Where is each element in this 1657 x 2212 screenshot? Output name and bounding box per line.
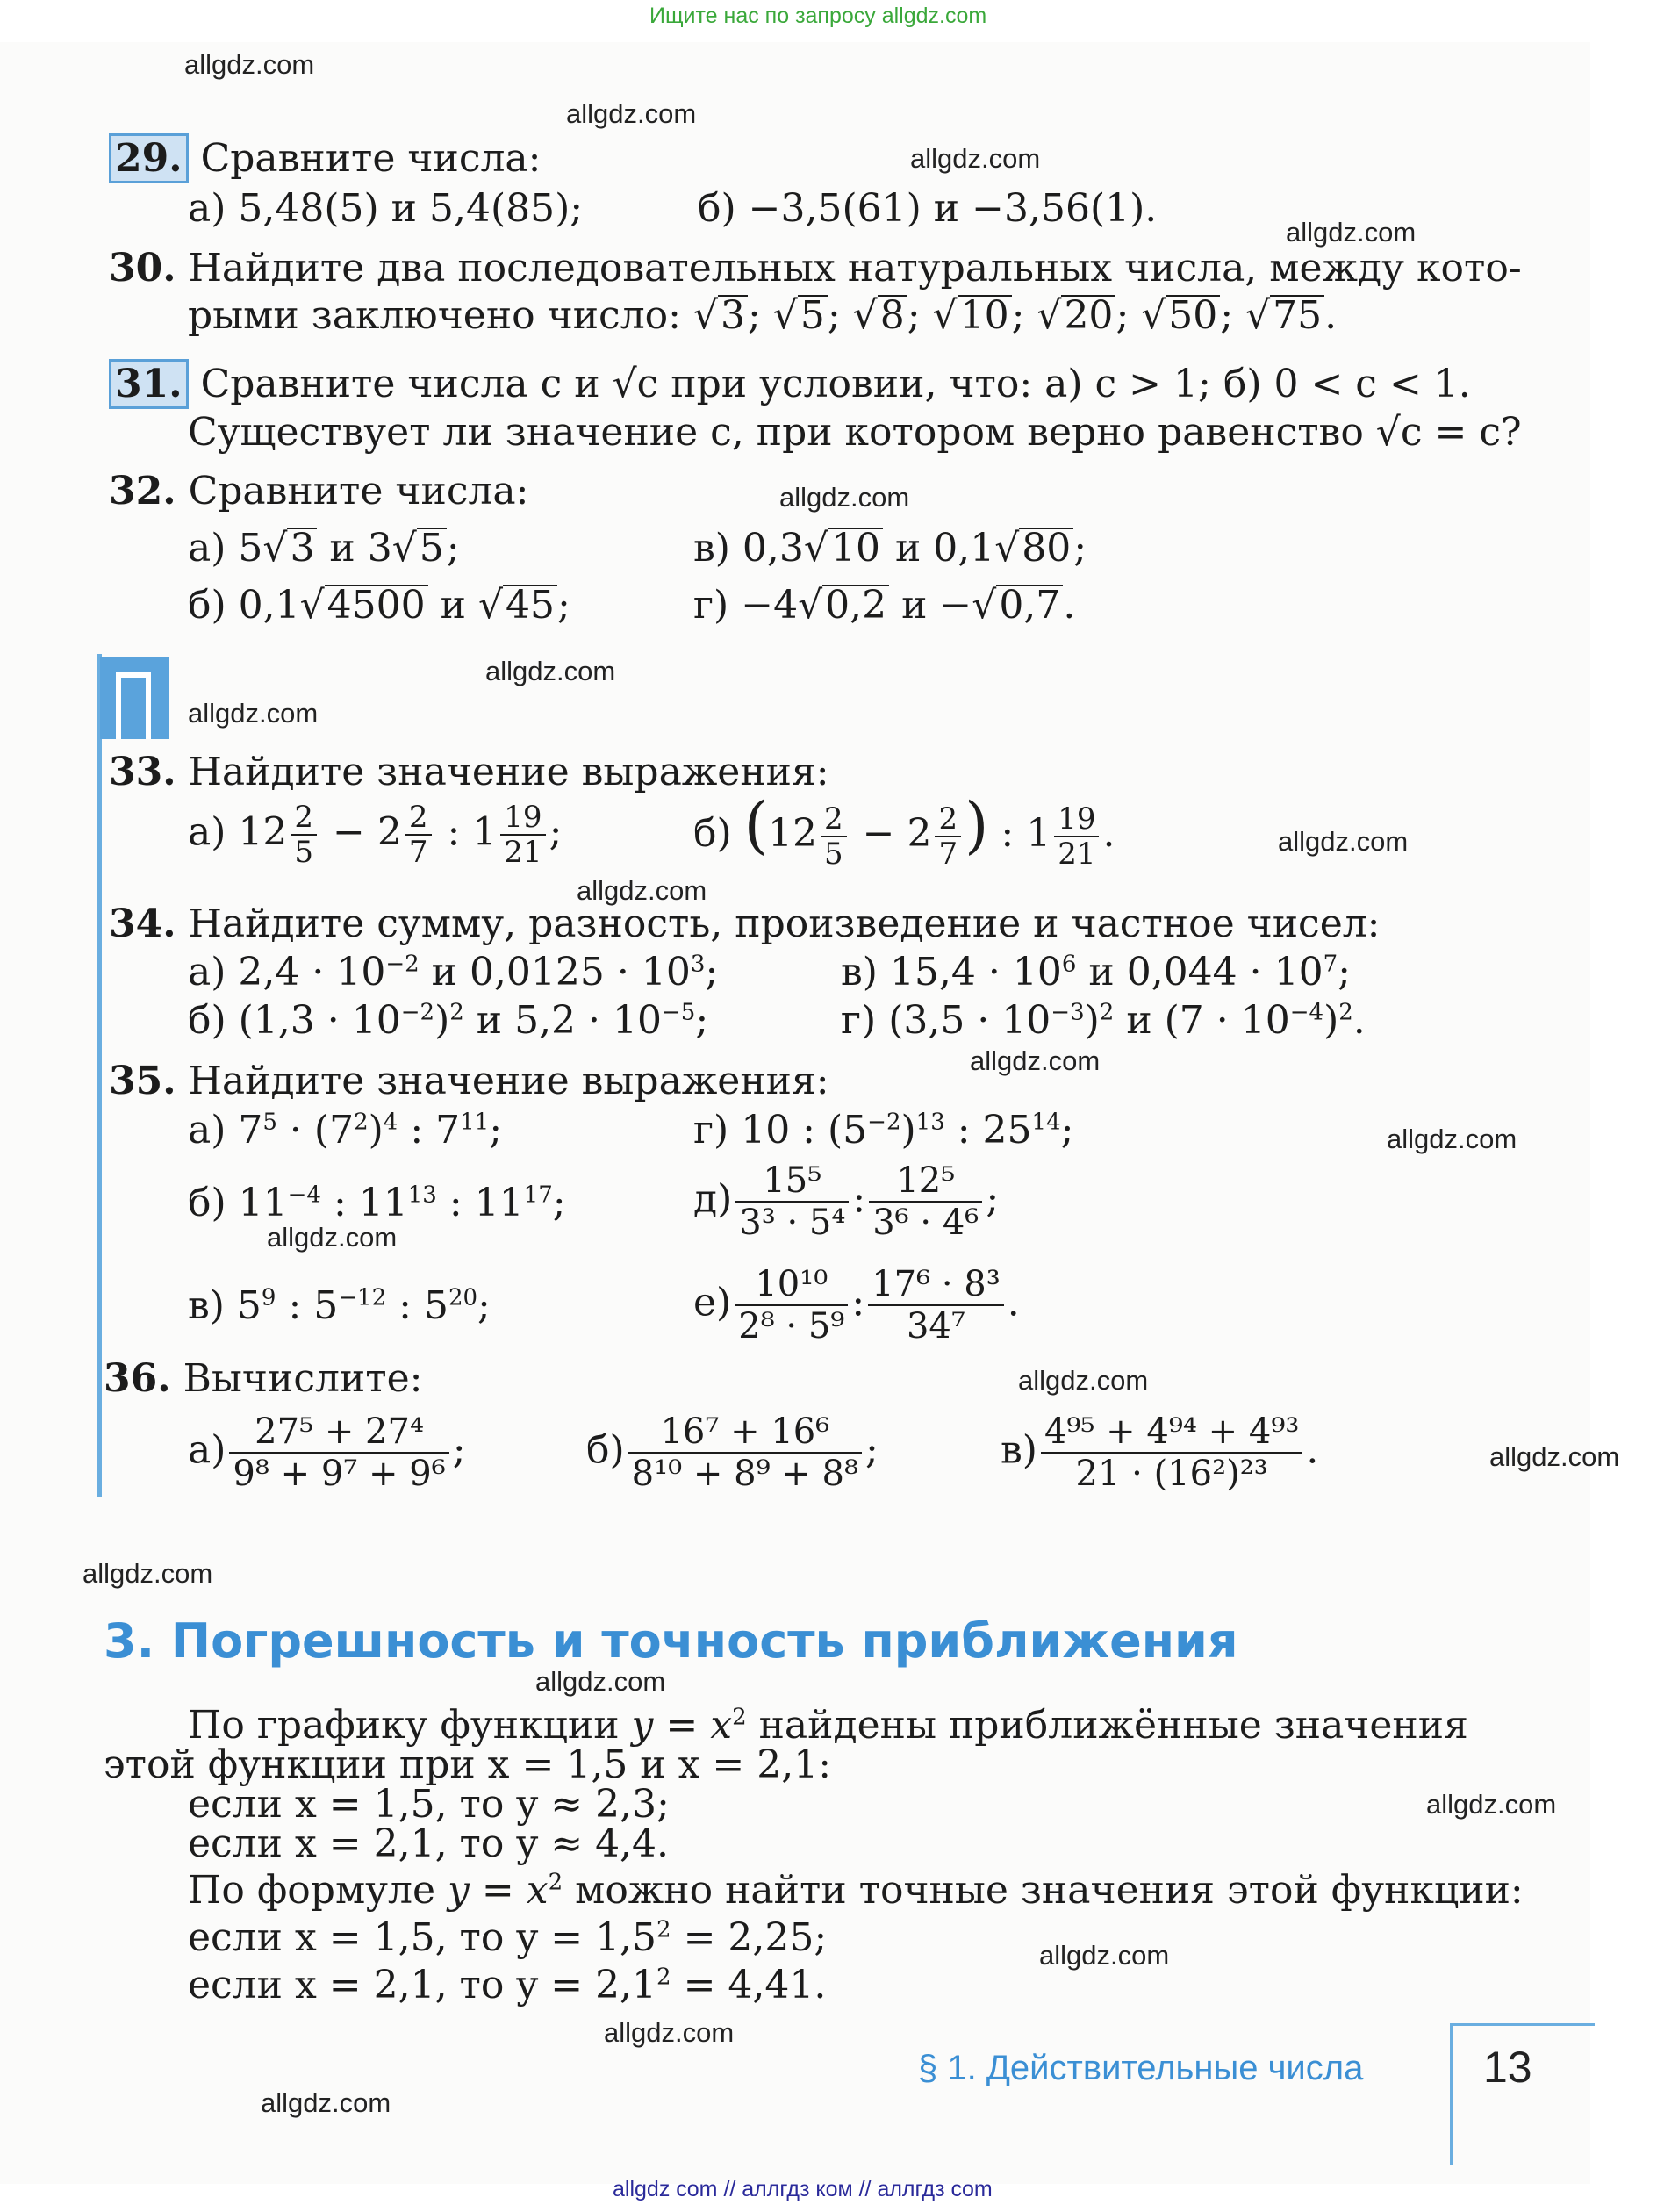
watermark[interactable]: allgdz.com — [1286, 217, 1417, 248]
problem-35-number: 35. — [109, 1059, 176, 1103]
root-item: 3 — [718, 295, 748, 335]
problem-30-number: 30. — [109, 246, 176, 291]
problem-36-a: а) $\frac{\text{27⁵ + 27⁴}}{\text{9⁸ + 9⁷ + 9⁶}}$ ; — [188, 1411, 466, 1494]
watermark[interactable]: allgdz.com — [535, 1666, 666, 1697]
root-item: 10 — [958, 295, 1012, 335]
problem-34-a: а) $2,4 \cdot 10^{-2}$ и $0,0125 \cdot 10^3$; — [188, 950, 719, 995]
problem-36-text: Вычислите: — [183, 1356, 423, 1401]
problem-35-b: б) $11^{-4}$ : $11^{13}$ : $11^{17}$; — [188, 1181, 566, 1225]
problem-32-number: 32. — [109, 469, 176, 514]
watermark[interactable]: allgdz.com — [82, 1558, 213, 1589]
problem-33-b: б) (12 $\frac{2}{5}$ − 2 $\frac{2}{7}$ ) : 1 $\frac{19}{21}$ . — [693, 789, 1115, 872]
problem-36-b: б) $\frac{\text{16⁷ + 16⁶}}{\text{8¹⁰ + 8⁹ + 8⁸}}$ ; — [586, 1411, 879, 1494]
watermark[interactable]: allgdz.com — [188, 698, 319, 729]
chapter-label: § 1. Действительные числа — [918, 2049, 1364, 2087]
watermark[interactable]: allgdz.com — [577, 875, 707, 906]
problem-34-v: в) $15,4 \cdot 10^6$ и $0,044 \cdot 10^7$; — [841, 950, 1351, 995]
problem-32-g: г) −4√0,2 и −√0,7. — [693, 583, 1076, 628]
watermark[interactable]: allgdz.com — [1278, 826, 1409, 857]
problem-35-d: д) $\frac{\text{15⁵}}{\text{3³ · 5⁴}}$ : $\frac{\text{12⁵}}{\text{3⁶ · 4⁶}}$ ; — [693, 1160, 1000, 1243]
problem-30-line2: рыми заключено число: √3; √5; √8; √10; √20; √50; √75. — [188, 293, 1338, 338]
root-item: 50 — [1166, 295, 1220, 335]
root-item: 5 — [798, 295, 828, 335]
problem-34-title — [109, 900, 1381, 949]
watermark[interactable]: allgdz.com — [910, 143, 1041, 174]
problem-31-number: 31. — [109, 359, 189, 409]
problem-35-v: в) $5^9$ : $5^{-12}$ : $5^{20}$; — [188, 1283, 491, 1328]
problem-32-b: б) 0,1√4500 и √45; — [188, 583, 570, 628]
watermark[interactable]: allgdz.com — [184, 49, 315, 80]
watermark[interactable]: allgdz.com — [261, 2087, 391, 2118]
root-item: 8 — [878, 295, 907, 335]
problem-34-text: Найдите сумму, разность, произведение и частное чисел: — [188, 901, 1381, 946]
problem-33-a: а) 12 $\frac{2}{5}$ − 2 $\frac{2}{7}$ : 1 $\frac{19}{21}$ ; — [188, 800, 563, 870]
page-number-divider — [1450, 2023, 1453, 2165]
problem-35-g: г) 10 : $(5^{-2})^{13}$ : $25^{14}$; — [693, 1108, 1074, 1153]
problem-30-prefix: рыми заключено число: — [188, 293, 681, 338]
section-line-3: если x = 1,5, то y ≈ 2,3; — [188, 1782, 670, 1827]
section-line-4: если x = 2,1, то y ≈ 4,4. — [188, 1821, 670, 1866]
watermark[interactable]: allgdz.com — [1426, 1789, 1557, 1820]
problem-32-text: Сравните числа: — [188, 469, 529, 514]
problem-35-text: Найдите значение выражения: — [188, 1059, 829, 1103]
watermark[interactable]: allgdz.com — [1489, 1441, 1620, 1472]
watermark[interactable]: allgdz.com — [1387, 1124, 1517, 1154]
problem-31-line1 — [109, 360, 1471, 409]
watermark[interactable]: allgdz.com — [566, 98, 697, 129]
section-line-5: По формуле $y = x^2$ можно найти точные значения этой функции: — [188, 1868, 1524, 1913]
problem-36-v: в) $\frac{\text{4⁹⁵ + 4⁹⁴ + 4⁹³}}{\text{21 · (16²)²³}}$ . — [1001, 1411, 1319, 1494]
top-banner[interactable]: Ищите нас по запросу allgdz.com — [649, 4, 987, 28]
practice-marker-icon — [100, 657, 169, 739]
watermark[interactable]: allgdz.com — [1039, 1940, 1170, 1971]
problem-30-line1 — [109, 244, 1522, 293]
problem-36-title — [104, 1354, 422, 1404]
section-line-2: этой функции при x = 1,5 и x = 2,1: — [104, 1742, 832, 1787]
problem-34-b: б) $(1,3 \cdot 10^{-2})^2$ и $5,2 \cdot 10^{-5}$; — [188, 998, 709, 1043]
problem-31-line2: Существует ли значение c, при котором верно равенство √c = c? — [188, 410, 1522, 455]
watermark[interactable]: allgdz.com — [1018, 1365, 1149, 1396]
problem-35-title — [109, 1057, 829, 1106]
problem-29-number: 29. — [109, 133, 189, 183]
problem-31-text: Сравните числа c и √c при условии, что: а) c > 1; б) 0 < c < 1. — [200, 362, 1471, 406]
section-line-7: если x = 2,1, то $y = 2,1^2 = 4,41$. — [188, 1963, 827, 2007]
watermark[interactable]: allgdz.com — [779, 482, 910, 513]
problem-35-a: а) $7^5 \cdot (7^2)^4$ : $7^{11}$; — [188, 1108, 503, 1153]
problem-29-a: а) 5,48(5) и 5,4(85); — [188, 186, 584, 231]
problem-33-text: Найдите значение выражения: — [188, 750, 829, 794]
problem-29-title — [109, 134, 541, 183]
margin-rule — [97, 654, 102, 1497]
watermark[interactable]: allgdz.com — [267, 1222, 398, 1253]
problem-33-title — [109, 748, 829, 797]
section-heading: 3. Погрешность и точность приближения — [104, 1613, 1238, 1669]
problem-34-g: г) $(3,5 \cdot 10^{-3})^2$ и $(7 \cdot 10^{-4})^2$. — [841, 998, 1366, 1043]
bottom-footer[interactable]: allgdz com // аллгдз ком // аллгдз com — [613, 2177, 993, 2201]
page-number: 13 — [1483, 2043, 1532, 2092]
problem-34-number: 34. — [109, 901, 176, 946]
watermark[interactable]: allgdz.com — [604, 2017, 735, 2048]
root-item: 20 — [1061, 295, 1115, 335]
section-line-6: если x = 1,5, то $y = 1,5^2 = 2,25$; — [188, 1915, 828, 1960]
section-line-1: По графику функции $y = x^2$ найдены приближённые значения — [188, 1703, 1468, 1748]
problem-30-text: Найдите два последовательных натуральных числа, между кото- — [188, 246, 1522, 291]
watermark[interactable]: allgdz.com — [970, 1045, 1101, 1076]
problem-32-a: а) 5√3 и 3√5; — [188, 526, 460, 571]
problem-29-text: Сравните числа: — [200, 136, 542, 181]
watermark[interactable]: allgdz.com — [485, 656, 616, 686]
problem-29-b: б) −3,5(61) и −3,56(1). — [698, 186, 1158, 231]
root-item: 75 — [1270, 295, 1324, 335]
problem-32-title — [109, 467, 528, 516]
problem-33-number: 33. — [109, 750, 176, 794]
problem-35-e: е) $\frac{\text{10¹⁰}}{\text{2⁸ · 5⁹}}$ : $\frac{\text{17⁶ · 8³}}{\text{34⁷}}$ . — [693, 1264, 1020, 1347]
problem-32-v: в) 0,3√10 и 0,1√80; — [693, 526, 1087, 571]
problem-36-number: 36. — [104, 1356, 171, 1401]
page-number-top-rule — [1450, 2023, 1595, 2026]
